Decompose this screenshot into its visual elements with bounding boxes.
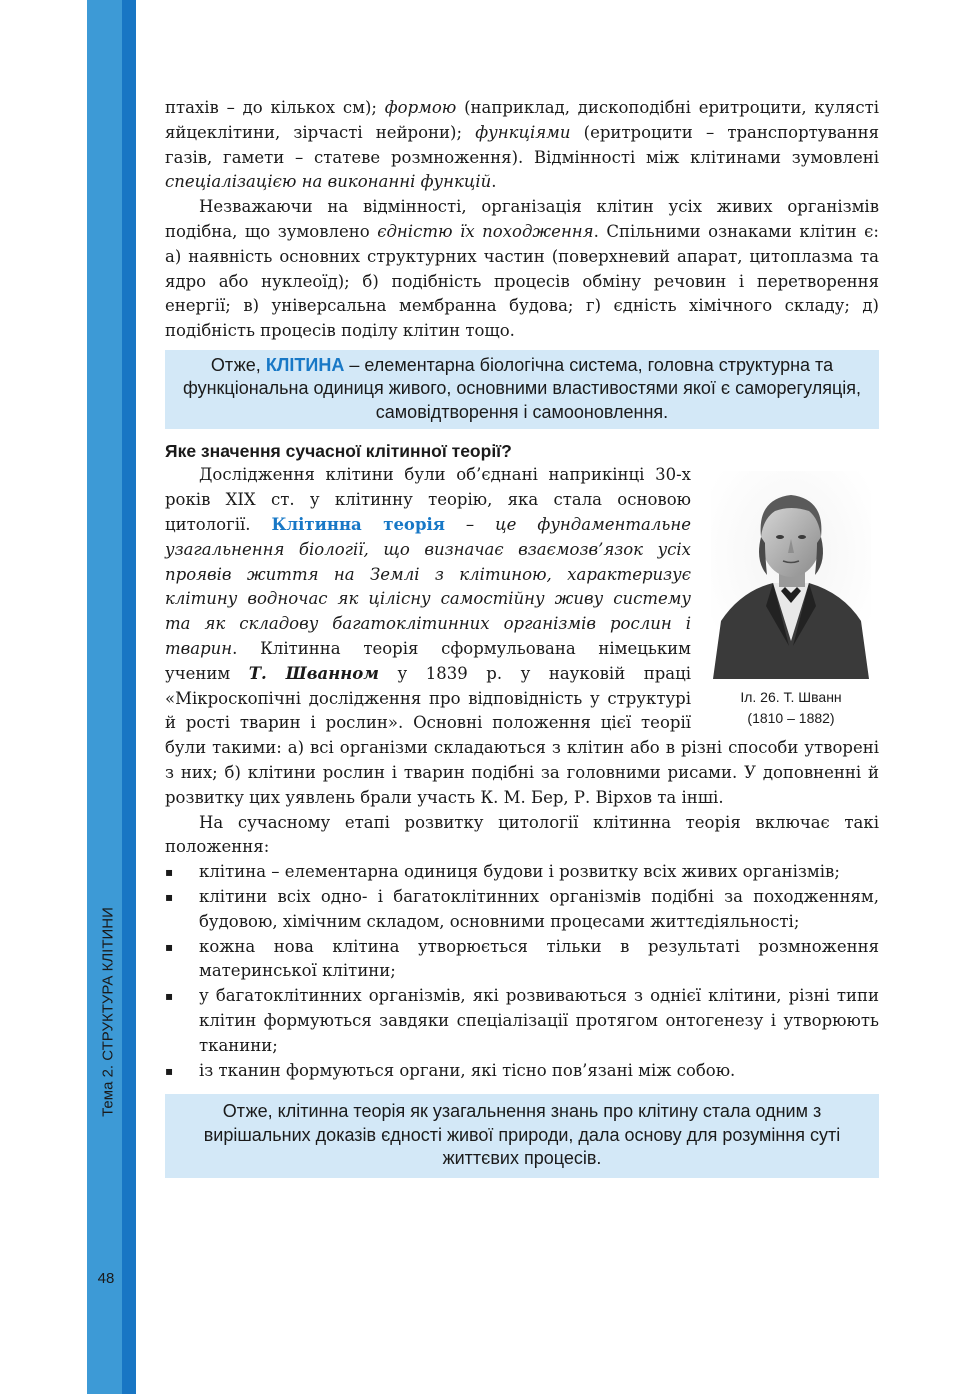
paragraph-common-features [165, 195, 879, 344]
portrait-image [711, 471, 871, 679]
text-run: . Клітинна теорія сформульована німецьким ученим [165, 639, 691, 683]
text-run: птахів – до кількох см); [165, 98, 385, 117]
caption-line: (1810 – 1882) [747, 710, 835, 727]
definition-box-cell [165, 350, 879, 430]
list-item [165, 984, 879, 1058]
page-edge-band [87, 0, 122, 1394]
term-highlight: Клітинна теорія [271, 515, 445, 535]
page-content [165, 96, 879, 1178]
scientist-name: Т. Шванном [248, 663, 379, 683]
chapter-side-label: Тема 2. СТРУКТУРА КЛІТИНИ [99, 907, 117, 1117]
list-item [165, 860, 879, 885]
text-run: (наприклад, дископодібні еритроцити, кулясті яйцеклітини, зірчасті нейрони); [165, 98, 879, 142]
bullet-icon: ▪ [165, 939, 174, 954]
theory-positions-list [165, 860, 879, 1083]
page-margin [0, 0, 87, 1394]
bullet-icon: ▪ [165, 865, 174, 880]
text-run: у 1839 р. у науковій праці «Мікроскопічні дослідження про відповідність у структурі й рості тварин і рослин». Основні положення цієї теорії були такими: а) всі організми складаються з клітин або в різні способи утворені з них; б) клітини рослин і тварин подібні за головними рисами. У доповненні й розвитку цих уявлень брали участь К. М. Бер, Р. Вірхов та інші. [165, 663, 879, 807]
list-item [165, 935, 879, 985]
conclusion-box: Отже, клітинна теорія як узагальнення знань про клітину стала одним з вирішальних доказів єдності живої природи, дала основу для розуміння суті життєвих процесів. [165, 1094, 879, 1178]
figure-caption [703, 687, 879, 729]
italic-term: єдністю їх походження [377, 221, 594, 241]
page-edge-band-dark [122, 0, 136, 1394]
text-run: . [491, 172, 497, 192]
list-item-text: клітини всіх одно- і багатоклітинних організмів подібні за походженням, будовою, хімічним складом, основними процесами життєдіяльності; [199, 887, 879, 931]
bullet-icon: ▪ [165, 989, 174, 1004]
list-item-text: кожна нова клітина утворюється тільки в результаті розмноження материнської клітини; [199, 936, 879, 981]
list-item-text: із тканин формуються органи, які тісно пов’язані між собою. [199, 1060, 736, 1080]
italic-term: спеціалізацією на виконанні функцій [165, 172, 492, 192]
box-text: – елементарна біологічна система, головна структурна та функціональна одиниця живого, основними властивостями якої є саморегуляція, самовідтворення і самооновлення. [182, 354, 862, 422]
box-text: Отже, [210, 354, 266, 375]
paragraph-modern-stage: На сучасному етапі розвитку цитології клітинна теорія включає такі положення: [165, 812, 879, 857]
bullet-icon: ▪ [165, 1063, 174, 1078]
italic-definition: – це фундаментальне узагальнення біології, що визначає взаємозв’язок усіх проявів життя на Землі з клітиною, характеризує клітину водночас як цілісну самостійну живу систему та як складову багатоклітинних організмів рослин і тварин [165, 515, 691, 659]
list-item [165, 1059, 879, 1084]
term-highlight: КЛІТИНА [265, 354, 345, 375]
figure-schwann [703, 471, 879, 729]
text-run: (еритроцити – транспортування газів, гамети – статеве розмноження). Відмінності між клітинами зумовлені [165, 122, 879, 167]
italic-term: функціями [475, 122, 571, 142]
list-item-text: клітина – елементарна одиниця будови і розвитку всіх живих організмів; [199, 862, 840, 882]
bullet-icon: ▪ [165, 890, 174, 905]
page-number: 48 [97, 1270, 115, 1287]
section-heading: Яке значення сучасної клітинної теорії? [165, 441, 512, 462]
list-item [165, 885, 879, 935]
text-run: Незважаючи на відмінності, організація клітин усіх живих організмів подібна, що зумовлено [165, 197, 879, 241]
paragraph-intro [165, 96, 879, 195]
italic-term: формою [384, 98, 457, 117]
text-run: Дослідження клітини були об’єднані наприкінці 30-х років XIX ст. у клітинну теорію, яка стала основою цитології. [165, 465, 691, 535]
text-run: . Спільними ознаками клітин є: а) наявність основних структурних частин (поверхневий апарат, цитоплазма та ядро або нуклеоїд); б) подібність процесів обміну речовин і перетворення енергії; в) універсальна мембранна будова; г) єдність хімічного складу; д) подібність процесів поділу клітин тощо. [165, 221, 879, 341]
caption-line: Іл. 26. Т. Шванн [740, 689, 842, 706]
list-item-text: у багатоклітинних організмів, які розвиваються з однієї клітини, різні типи клітин формуються завдяки спеціалізації протягом онтогенезу і утворюють тканини; [199, 986, 879, 1055]
